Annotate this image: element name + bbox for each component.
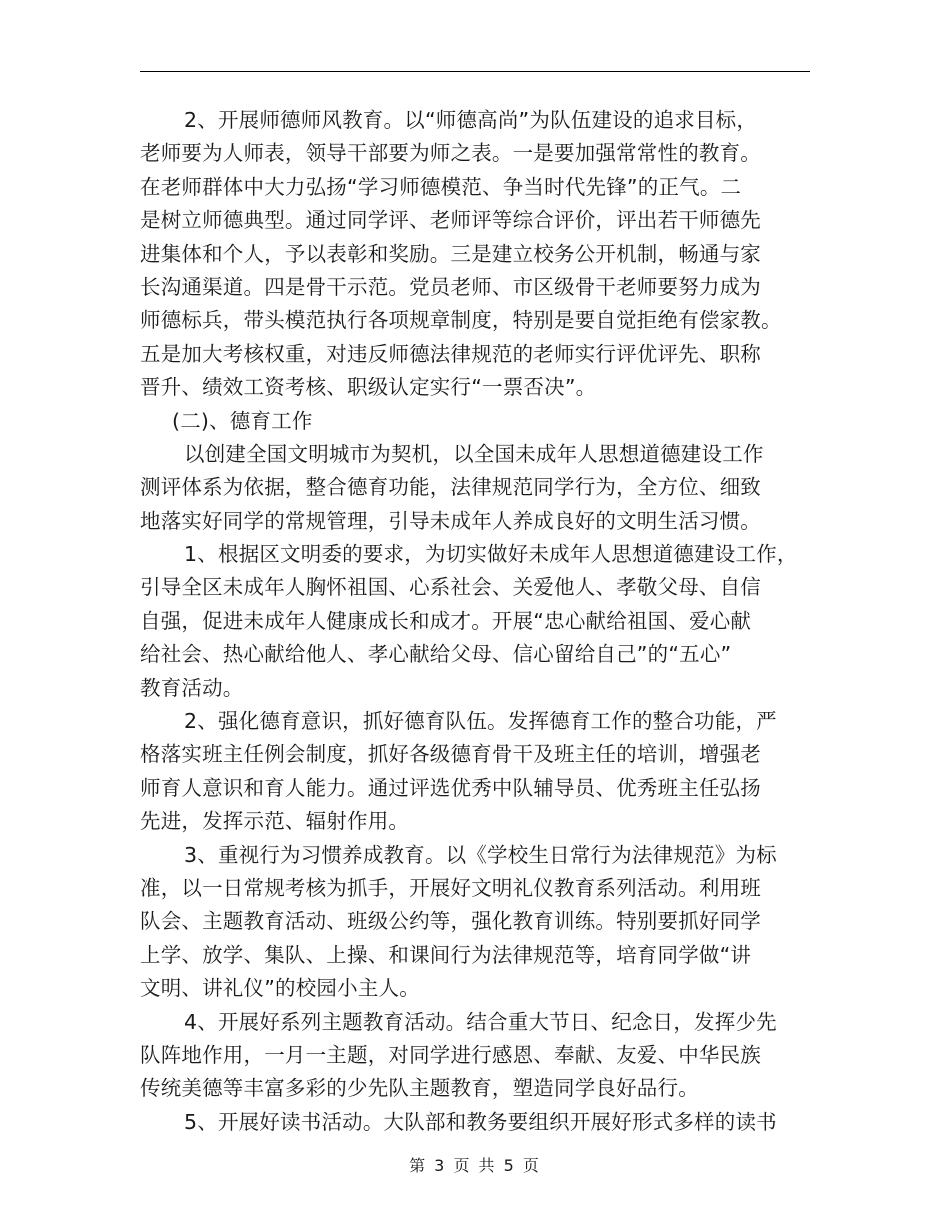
text-line: 五是加大考核权重，对违反师德法律规范的老师实行评优评先、职称 — [140, 341, 761, 366]
text-line: 以创建全国文明城市为契机，以全国未成年人思想道德建设工作 — [184, 441, 764, 466]
document-body — [140, 104, 810, 1139]
text-line: 4、开展好系列主题教育活动。结合重大节日、纪念日，发挥少先 — [184, 1009, 777, 1034]
text-line: 进集体和个人，予以表彰和奖励。三是建立校务公开机制，畅通与家 — [140, 241, 761, 266]
text-line: 师育人意识和育人能力。通过评选优秀中队辅导员、优秀班主任弘扬 — [140, 775, 761, 800]
text-line: 地落实好同学的常规管理，引导未成年人养成良好的文明生活习惯。 — [140, 508, 761, 533]
text-line: 5、开展好读书活动。大队部和教务要组织开展好形式多样的读书 — [184, 1109, 777, 1134]
text-line: 晋升、绩效工资考核、职级认定实行“一票否决”。 — [140, 375, 597, 400]
text-line: 准，以一日常规考核为抓手，开展好文明礼仪教育系列活动。利用班 — [140, 875, 761, 900]
text-line: 老师要为人师表，领导干部要为师之表。一是要加强常常性的教育。 — [140, 141, 761, 166]
text-line: 教育活动。 — [140, 675, 244, 700]
text-line: 队会、主题教育活动、班级公约等，强化教育训练。特别要抓好同学 — [140, 909, 761, 934]
text-line: 队阵地作用，一月一主题，对同学进行感恩、奉献、友爱、中华民族 — [140, 1042, 761, 1067]
text-line: 引导全区未成年人胸怀祖国、心系社会、关爱他人、孝敬父母、自信 — [140, 575, 761, 600]
text-line: 格落实班主任例会制度，抓好各级德育骨干及班主任的培训，增强老 — [140, 742, 761, 767]
text-line: 在老师群体中大力弘扬“学习师德模范、争当时代先锋”的正气。二 — [140, 174, 742, 199]
text-line: 传统美德等丰富多彩的少先队主题教育，塑造同学良好品行。 — [140, 1076, 699, 1101]
text-line: 长沟通渠道。四是骨干示范。党员老师、市区级骨干老师要努力成为 — [140, 274, 761, 299]
page-number-footer: 第 3 页 共 5 页 — [409, 1156, 541, 1175]
text-line: 2、开展师德师风教育。以“师德高尚”为队伍建设的追求目标， — [184, 108, 758, 132]
text-line: 2、强化德育意识，抓好德育队伍。发挥德育工作的整合功能，严 — [184, 709, 777, 734]
header-divider — [140, 71, 810, 72]
text-line: 测评体系为依据，整合德育功能，法律规范同学行为，全方位、细致 — [140, 475, 761, 500]
text-line: 是树立师德典型。通过同学评、老师评等综合评价，评出若干师德先 — [140, 208, 761, 233]
text-line: 先进，发挥示范、辐射作用。 — [140, 809, 410, 834]
text-line: 1、根据区文明委的要求，为切实做好未成年人思想道德建设工作， — [184, 542, 798, 567]
text-line: 给社会、热心献给他人、孝心献给父母、信心留给自己”的“五心” — [140, 642, 732, 667]
text-line: 上学、放学、集队、上操、和课间行为法律规范等，培育同学做“讲 — [140, 942, 752, 967]
text-line: 3、重视行为习惯养成教育。以《学校生日常行为法律规范》为标 — [184, 842, 777, 867]
text-line: 自强，促进未成年人健康成长和成才。开展“忠心献给祖国、爱心献 — [140, 608, 752, 633]
text-line: 师德标兵，带头模范执行各项规章制度，特别是要自觉拒绝有偿家教。 — [140, 308, 782, 333]
section-heading: (二)、德育工作 — [172, 408, 313, 433]
text-line: 文明、讲礼仪”的校园小主人。 — [140, 976, 420, 1001]
